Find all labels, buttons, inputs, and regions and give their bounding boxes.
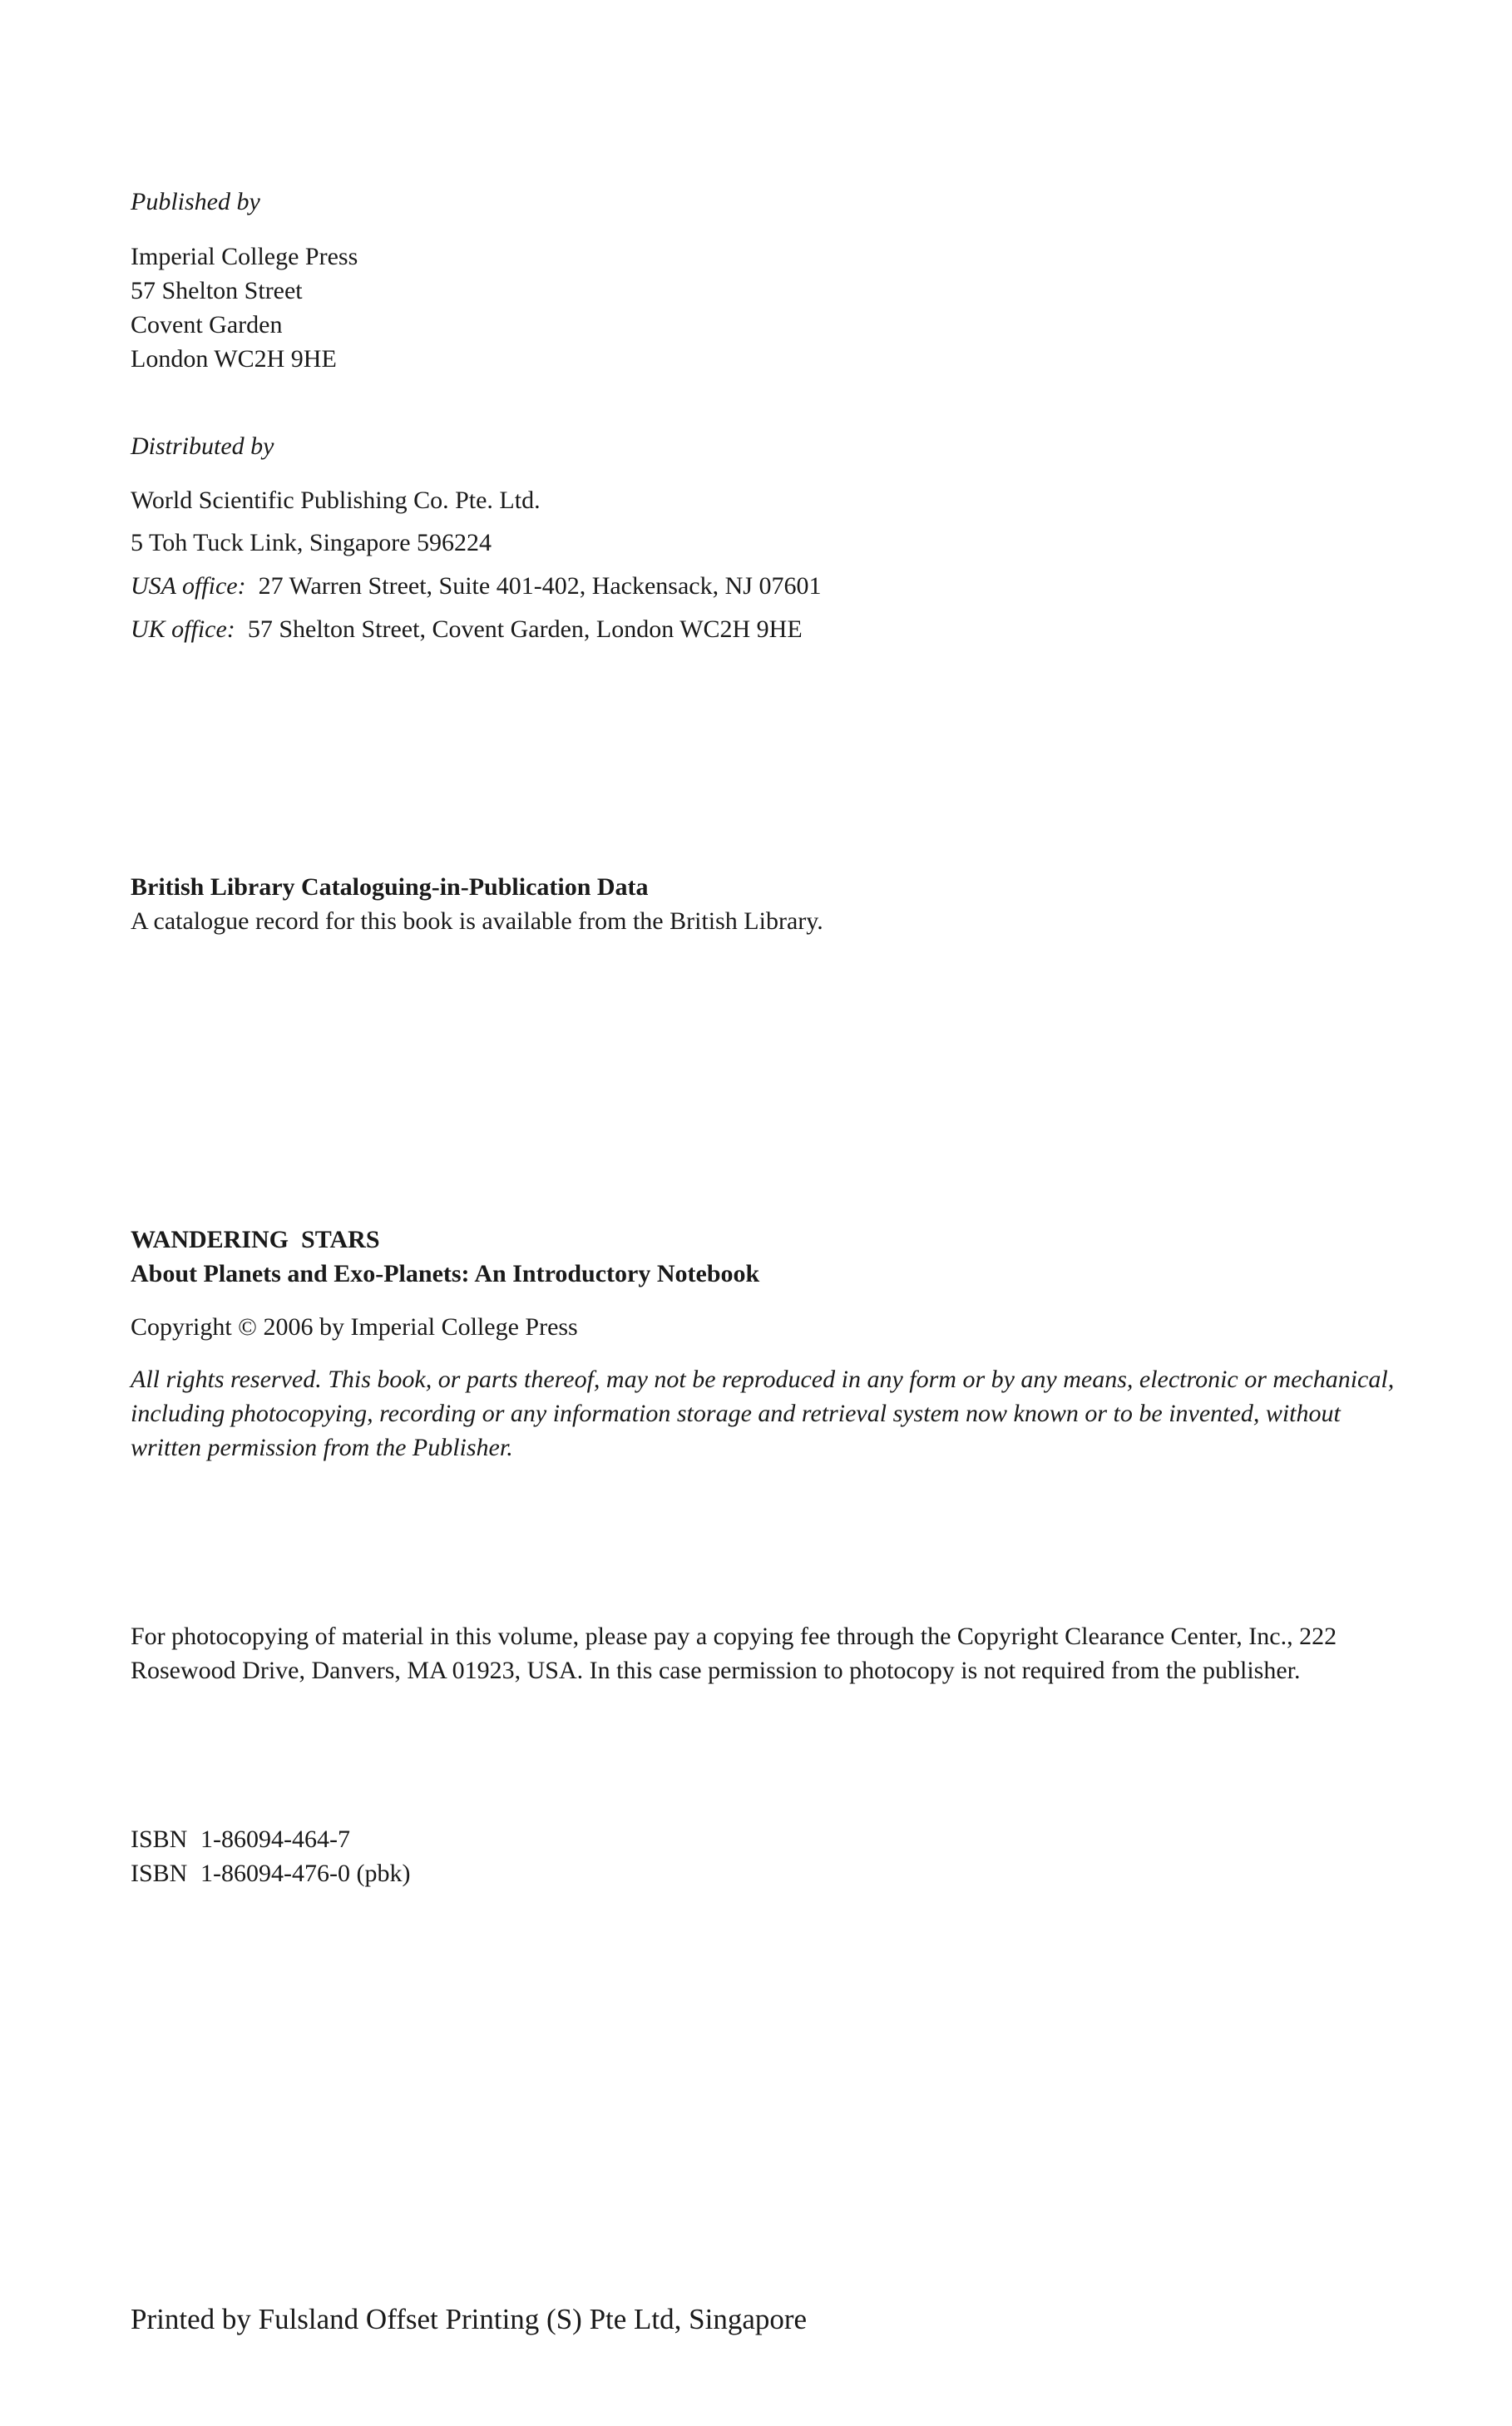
book-subtitle: About Planets and Exo-Planets: An Introductory Notebook xyxy=(131,1260,760,1287)
distributed-by-label: Distributed by xyxy=(131,432,274,460)
published-by-label: Published by xyxy=(131,188,260,215)
distributor-address: 5 Toh Tuck Link, Singapore 596224 xyxy=(131,529,492,556)
isbn-value: 1-86094-464-7 xyxy=(200,1826,350,1853)
publisher-name: Imperial College Press xyxy=(131,243,358,270)
copyright-line: Copyright © 2006 by Imperial College Press xyxy=(131,1313,578,1341)
isbn-line xyxy=(131,1822,350,1856)
printer-line: Printed by Fulsland Offset Printing (S) Pte Ltd, Singapore xyxy=(131,2303,808,2335)
book-title: WANDERING STARS xyxy=(131,1226,380,1253)
publisher-area: Covent Garden xyxy=(131,311,283,338)
publisher-city: London WC2H 9HE xyxy=(131,345,337,373)
uk-office-label: UK office: xyxy=(131,615,235,643)
isbn-line xyxy=(131,1856,410,1890)
uk-office-line xyxy=(131,612,803,646)
usa-office-label: USA office: xyxy=(131,572,246,600)
usa-office-address: 27 Warren Street, Suite 401-402, Hackensack, NJ 07601 xyxy=(258,572,822,600)
distributor-name: World Scientific Publishing Co. Pte. Ltd. xyxy=(131,487,541,514)
cip-text: A catalogue record for this book is available from the British Library. xyxy=(131,907,823,935)
isbn-label: ISBN xyxy=(131,1826,188,1853)
isbn-value: 1-86094-476-0 (pbk) xyxy=(200,1860,411,1887)
isbn-label: ISBN xyxy=(131,1860,188,1887)
photocopy-notice: For photocopying of material in this volume, please pay a copying fee through the Copyright Clearance Center, Inc., 222 Rosewood Drive, Danvers, MA 01923, USA. In this case permission to photocopy is not required from the publisher. xyxy=(131,1623,1337,1684)
uk-office-address: 57 Shelton Street, Covent Garden, London WC2H 9HE xyxy=(247,615,803,643)
cip-heading: British Library Cataloguing-in-Publication Data xyxy=(131,873,649,901)
publisher-street: 57 Shelton Street xyxy=(131,277,303,304)
rights-reserved-text: All rights reserved. This book, or parts thereof, may not be reproduced in any form or by any means, electronic or mechanical, including photocopying, recording or any information storage and retrieval system now known or to be invented, without written permission from the Publisher. xyxy=(131,1366,1395,1461)
usa-office-line xyxy=(131,569,821,603)
